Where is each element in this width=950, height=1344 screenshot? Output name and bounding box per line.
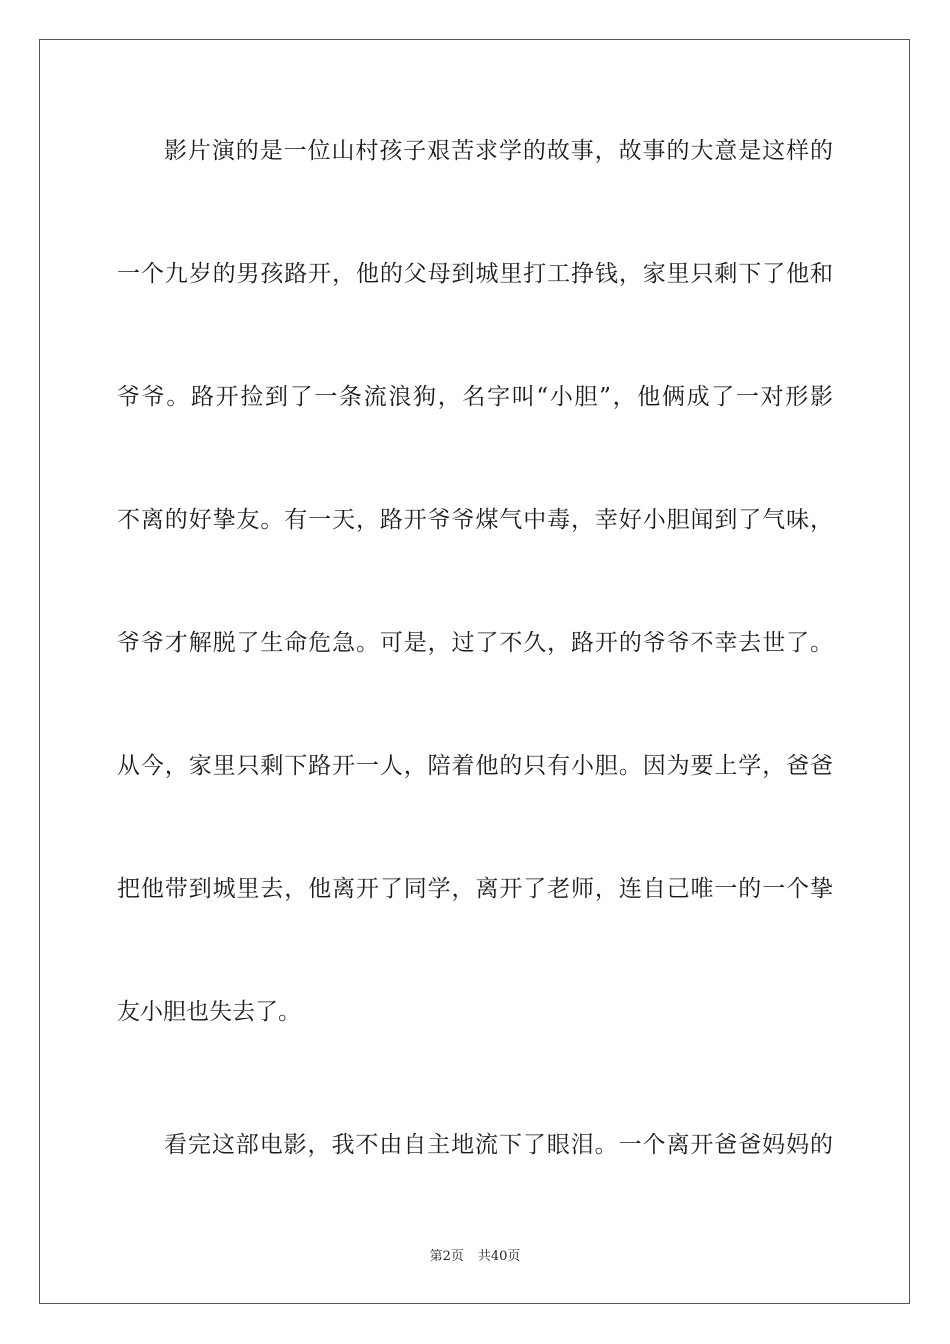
page-number-current: 第2页 xyxy=(429,1249,464,1264)
paragraph-1-line-6: 从今，家里只剩下路开一人，陪着他的只有小胆。因为要上学，爸爸 xyxy=(117,753,833,779)
paragraph-1-line-4: 不离的好挚友。有一天，路开爷爷煤气中毒，幸好小胆闻到了气味， xyxy=(117,507,833,533)
paragraph-1-line-2: 一个九岁的男孩路开，他的父母到城里打工挣钱，家里只剩下了他和 xyxy=(117,261,833,287)
paragraph-1-line-7: 把他带到城里去，他离开了同学，离开了老师，连自己唯一的一个挚 xyxy=(117,876,833,902)
paragraph-1-line-3: 爷爷。路开捡到了一条流浪狗，名字叫“小胆”，他俩成了一对形影 xyxy=(117,384,833,410)
page-border xyxy=(39,39,910,1304)
paragraph-1-line-8: 友小胆也失去了。 xyxy=(117,999,301,1025)
page-footer xyxy=(0,1247,950,1267)
paragraph-2-line-1: 看完这部电影，我不由自主地流下了眼泪。一个离开爸爸妈妈的 xyxy=(164,1132,833,1158)
paragraph-1-line-5: 爷爷才解脱了生命危急。可是，过了不久，路开的爷爷不幸去世了。 xyxy=(117,630,833,656)
paragraph-1-line-1: 影片演的是一位山村孩子艰苦求学的故事，故事的大意是这样的 xyxy=(164,138,833,164)
page-number-total: 共40页 xyxy=(477,1249,521,1264)
